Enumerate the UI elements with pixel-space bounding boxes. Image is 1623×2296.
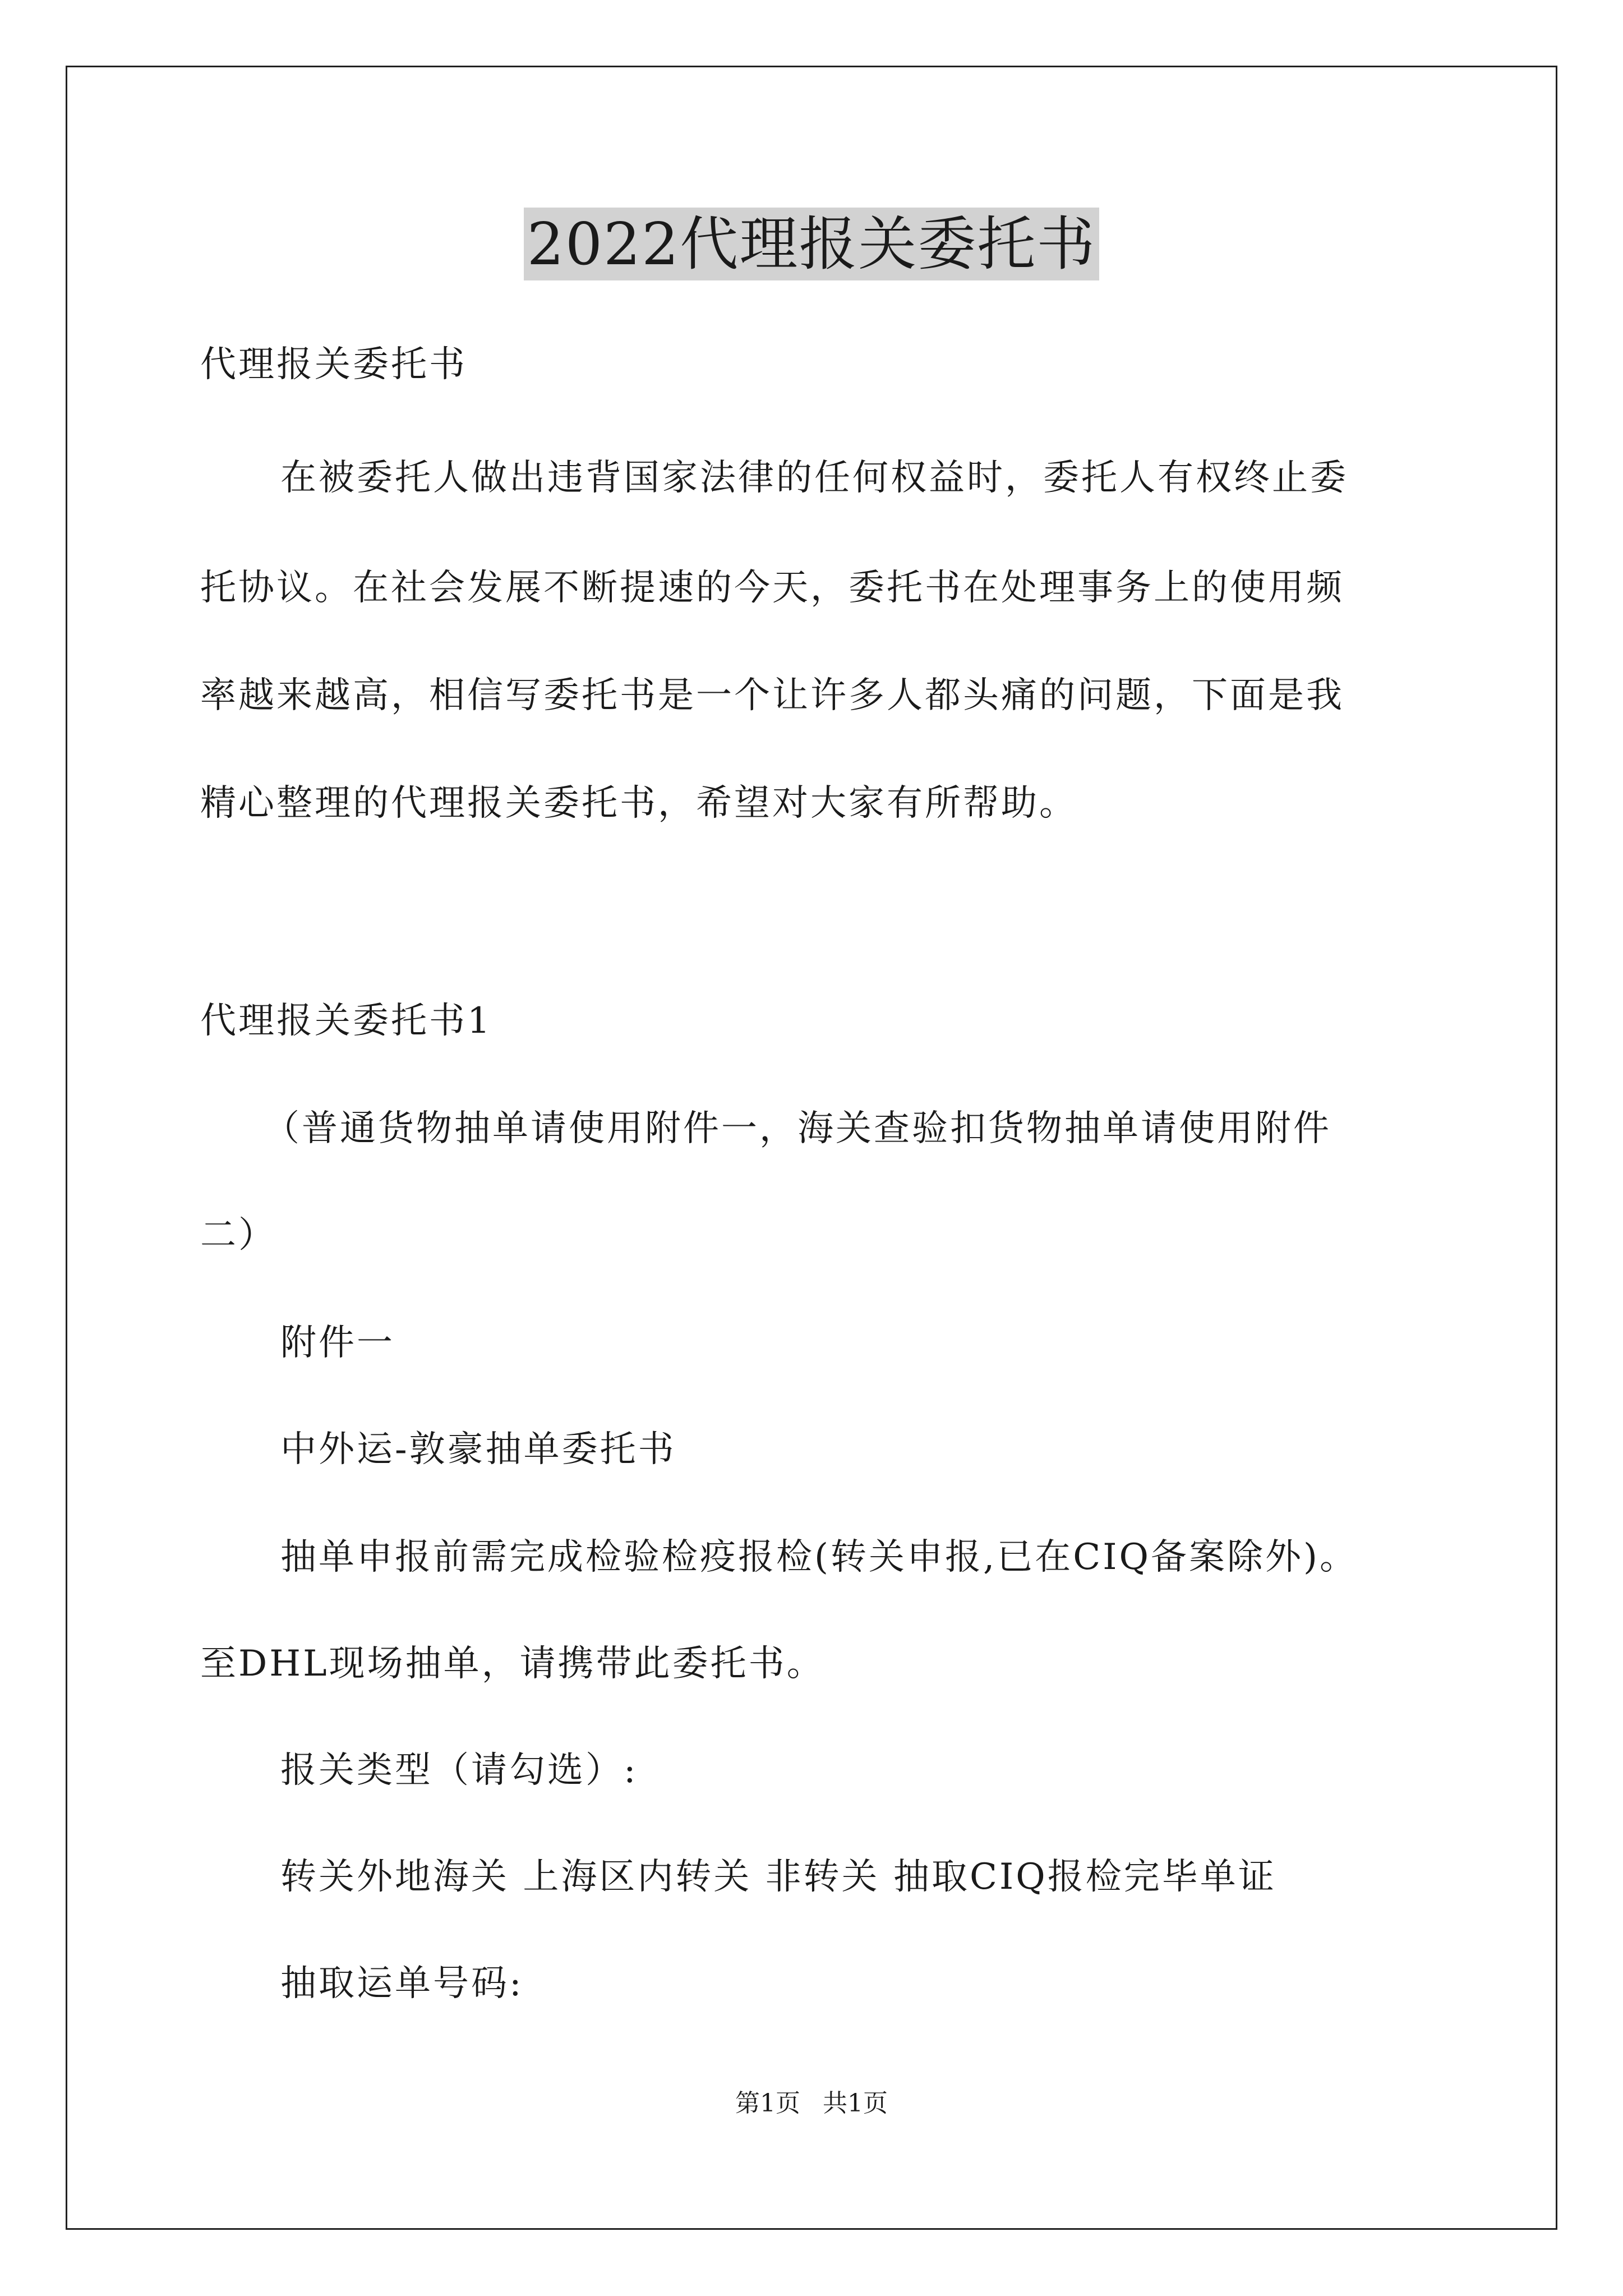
document-title [0,208,1623,280]
section-heading-intro: 代理报关委托书 [200,344,467,385]
page-number: 第1页 [735,2089,800,2118]
declaration-type-options: 转关外地海关 上海区内转关 非转关 抽取CIQ报检完毕单证 [280,1856,1276,1898]
form-title: 中外运-敦豪抽单委托书 [280,1429,676,1470]
paragraph-line: 精心整理的代理报关委托书，希望对大家有所帮助。 [200,783,1077,824]
page-footer [0,2088,1623,2119]
paragraph-line: （普通货物抽单请使用附件一，海关查验扣货物抽单请使用附件 [264,1108,1331,1149]
document-title-text: 2022代理报关委托书 [524,208,1100,280]
paragraph-line: 至DHL现场抽单，请携带此委托书。 [200,1643,825,1685]
section-heading-1: 代理报关委托书1 [200,1000,492,1042]
form-label-declaration-type: 报关类型（请勾选）: [280,1750,638,1791]
paragraph-line: 二） [200,1214,276,1256]
paragraph-line: 率越来越高，相信写委托书是一个让许多人都头痛的问题，下面是我 [200,675,1344,716]
paragraph-line: 抽单申报前需完成检验检疫报检(转关申报,已在CIQ备案除外)。 [280,1536,1358,1578]
attachment-label: 附件一 [280,1322,395,1364]
form-label-waybill-number: 抽取运单号码: [280,1963,524,2004]
paragraph-line: 在被委托人做出违背国家法律的任何权益时，委托人有权终止委 [280,457,1348,499]
paragraph-line: 托协议。在社会发展不断提速的今天，委托书在处理事务上的使用频 [200,567,1344,609]
page-total: 共1页 [823,2089,888,2118]
